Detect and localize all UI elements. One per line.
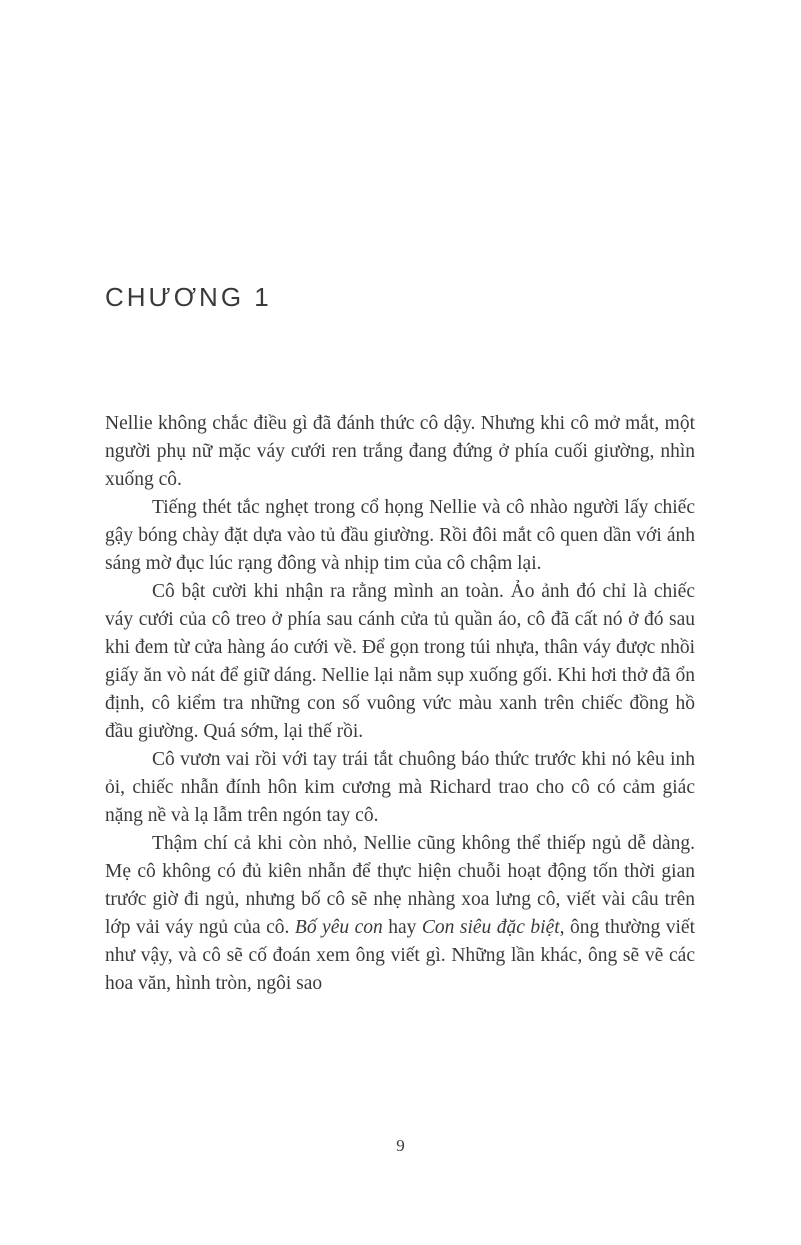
paragraph: [105, 746, 695, 830]
paragraph: [105, 830, 695, 998]
paragraph: [105, 494, 695, 578]
text-run: Cô bật cười khi nhận ra rằng mình an toàn. Ảo ảnh đó chỉ là chiếc váy cưới của cô treo ở phía sau cánh cửa tủ quần áo, cô đã cất nó ở đó sau khi đem từ cửa hàng áo cưới về. Để gọn trong túi nhựa, thân váy được nhồi giấy ăn vò nát để giữ dáng. Nellie lại nằm sụp xuống gối. Khi hơi thở đã ổn định, cô kiểm tra những con số vuông vức màu xanh trên chiếc đồng hồ đầu giường. Quá sớm, lại thế rồi.: [105, 581, 695, 742]
text-run: Thậm chí cả khi còn nhỏ, Nellie cũng không thể thiếp ngủ dễ dàng. Mẹ cô không có đủ kiên nhẫn để thực hiện chuỗi hoạt động tốn thời gian trước giờ đi ngủ, nhưng bố cô sẽ nhẹ nhàng xoa lưng cô, viết vài câu trên lớp vải váy ngủ của cô.: [105, 833, 695, 938]
text-run: Nellie không chắc điều gì đã đánh thức cô dậy. Nhưng khi cô mở mắt, một người phụ nữ mặc váy cưới ren trắng đang đứng ở phía cuối giường, nhìn xuống cô.: [105, 413, 695, 490]
paragraph: [105, 578, 695, 746]
text-run: hay: [382, 917, 422, 938]
body-text: [105, 410, 695, 998]
paragraph: [105, 410, 695, 494]
text-run: Bố yêu con: [294, 917, 383, 938]
text-run: , ông thường viết như vậy, và cô sẽ cố đoán xem ông viết gì. Những lần khác, ông sẽ vẽ các hoa văn, hình tròn, ngôi sao: [105, 917, 695, 994]
chapter-heading: CHƯƠNG 1: [105, 282, 272, 313]
text-run: Con siêu đặc biệt: [421, 917, 560, 938]
page-number: 9: [396, 1136, 405, 1155]
text-run: Cô vươn vai rồi với tay trái tắt chuông báo thức trước khi nó kêu inh ỏi, chiếc nhẫn đính hôn kim cương mà Richard trao cho cô có cảm giác nặng nề và lạ lẫm trên ngón tay cô.: [105, 749, 695, 826]
text-run: Tiếng thét tắc nghẹt trong cổ họng Nellie và cô nhào người lấy chiếc gậy bóng chày đặt dựa vào tủ đầu giường. Rồi đôi mắt cô quen dần với ánh sáng mờ đục lúc rạng đông và nhịp tim của cô chậm lại.: [105, 497, 695, 574]
